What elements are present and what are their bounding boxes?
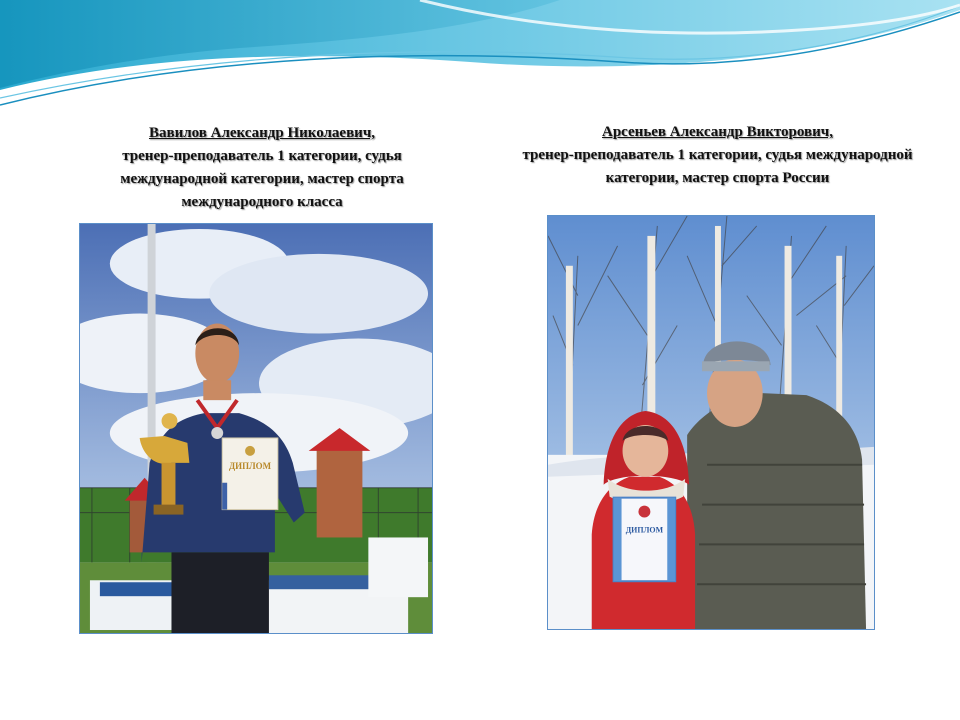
person-name-left: Вавилов Александр Николаевич, xyxy=(148,125,376,141)
photo-right-illustration xyxy=(548,216,874,629)
photo-right xyxy=(547,215,875,630)
header-wave-decoration xyxy=(0,0,960,120)
person-name-right: Арсеньев Александр Викторович, xyxy=(602,124,833,140)
caption-right xyxy=(520,121,915,190)
person-description-right: тренер-преподаватель 1 категории, судья международной категории, мастер спорта России xyxy=(522,147,913,186)
photo-left-illustration xyxy=(80,224,432,633)
diploma-label-left: ДИПЛОМ xyxy=(228,460,272,471)
caption-left xyxy=(72,122,452,214)
photo-left xyxy=(79,223,433,634)
diploma-label-right: ДИПЛОМ xyxy=(625,525,664,535)
person-description-left: тренер-преподаватель 1 категории, судья международной категории, мастер спорта международного класса xyxy=(120,148,404,210)
